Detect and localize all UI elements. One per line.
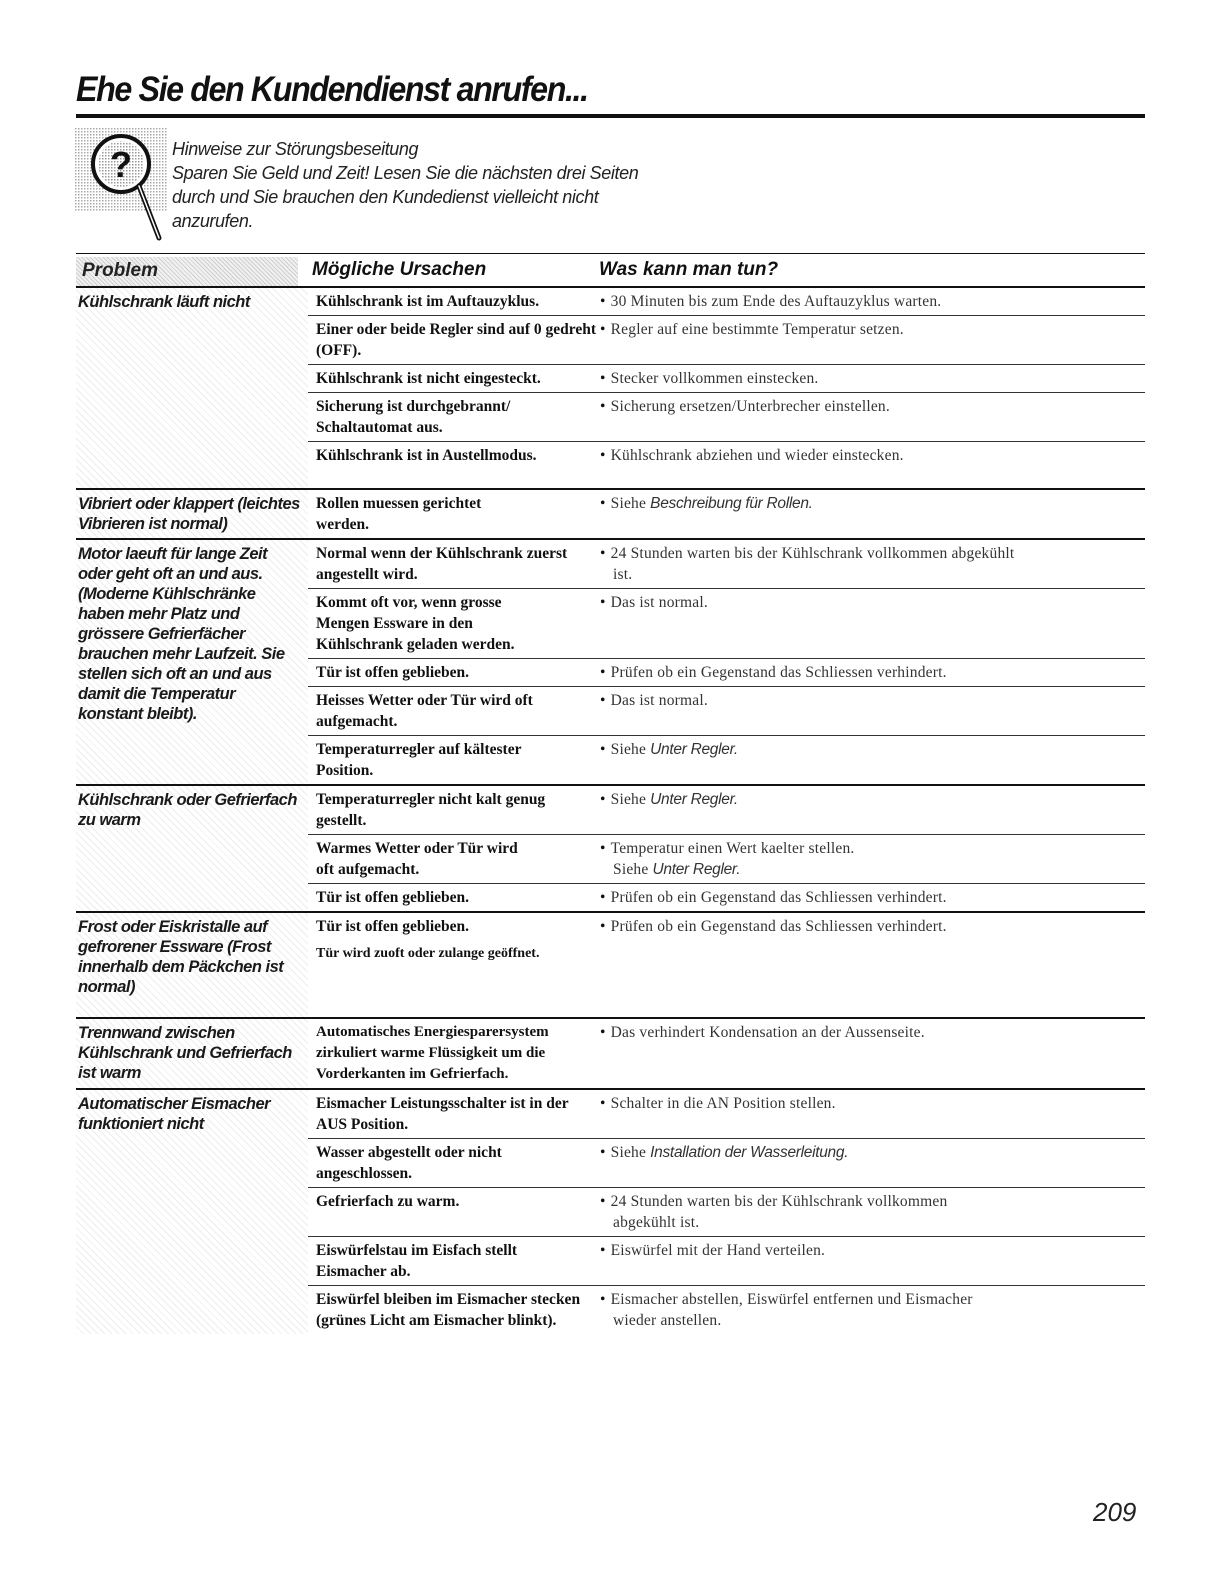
solution-text: • Stecker vollkommen einstecken. bbox=[600, 370, 819, 387]
cause-text: Kühlschrank ist in Austellmodus. bbox=[316, 447, 537, 464]
solution-text: • Prüfen ob ein Gegenstand das Schliessen verhindert. bbox=[600, 918, 947, 935]
solution-text: • Sicherung ersetzen/Unterbrecher einstellen. bbox=[600, 398, 890, 415]
problem-label: Trennwand zwischen Kühlschrank und Gefrierfach ist warm bbox=[76, 1019, 308, 1088]
cause-text: Gefrierfach zu warm. bbox=[316, 1193, 460, 1210]
cause-text: Kühlschrank ist nicht eingesteckt. bbox=[316, 370, 541, 387]
solution-text: • Siehe Installation der Wasserleitung. bbox=[600, 1144, 849, 1161]
section-trennwand bbox=[76, 1019, 1145, 1090]
solution-text: • 24 Stunden warten bis der Kühlschrank vollkommen abgekühlt ist. bbox=[600, 545, 1015, 583]
solution-text: • Schalter in die AN Position stellen. bbox=[600, 1095, 836, 1112]
table-row bbox=[308, 786, 1145, 835]
cause-text: Rollen muessen gerichtet werden. bbox=[316, 495, 482, 533]
table-header bbox=[76, 253, 1145, 288]
solution-text: • Eiswürfel mit der Hand verteilen. bbox=[600, 1242, 826, 1259]
table-row bbox=[308, 393, 1145, 442]
table-row bbox=[308, 1019, 1145, 1088]
table-row bbox=[308, 835, 1145, 884]
cause-text: Tür ist offen geblieben. bbox=[316, 664, 469, 681]
solution-text: • Das verhindert Kondensation an der Aussenseite. bbox=[600, 1024, 925, 1041]
cause-text: Tür wird zuoft oder zulange geöffnet. bbox=[316, 946, 540, 961]
cause-text: Automatisches Energiesparersystem zirkuliert warme Flüssigkeit um die Vorderkanten im Gefrierfach. bbox=[316, 1024, 549, 1082]
table-row bbox=[308, 589, 1145, 659]
cause-text: Eiswürfel bleiben im Eismacher stecken (grünes Licht am Eismacher blinkt). bbox=[316, 1291, 581, 1329]
table-row bbox=[308, 659, 1145, 687]
problem-label: Kühlschrank oder Gefrierfach zu warm bbox=[76, 786, 308, 911]
cause-text: Heisses Wetter oder Tür wird oft aufgemacht. bbox=[316, 692, 533, 730]
cause-text: Tür ist offen geblieben. bbox=[316, 889, 469, 906]
table-row bbox=[308, 442, 1145, 469]
solution-text: • 30 Minuten bis zum Ende des Auftauzyklus warten. bbox=[600, 293, 942, 310]
problem-label: Vibriert oder klappert (leichtes Vibrieren ist normal) bbox=[76, 490, 308, 538]
table-row bbox=[308, 940, 1145, 967]
table-row bbox=[308, 736, 1145, 784]
cause-text: Eismacher Leistungsschalter ist in der AUS Position. bbox=[316, 1095, 569, 1133]
table-row bbox=[308, 490, 1145, 538]
cause-text: Sicherung ist durchgebrannt/ Schaltautomat aus. bbox=[316, 398, 511, 436]
cause-text: Kühlschrank ist im Auftauzyklus. bbox=[316, 293, 540, 310]
solution-text: • Temperatur einen Wert kaelter stellen. Siehe Unter Regler. bbox=[600, 840, 855, 878]
problem-label: Automatischer Eismacher funktioniert nicht bbox=[76, 1090, 308, 1334]
cause-text: Kommt oft vor, wenn grosse Mengen Essware in den Kühlschrank geladen werden. bbox=[316, 594, 515, 653]
intro-line-3: durch und Sie brauchen den Kundedienst vielleicht nicht bbox=[172, 187, 599, 207]
table-row bbox=[308, 365, 1145, 393]
solution-text: • Prüfen ob ein Gegenstand das Schliessen verhindert. bbox=[600, 664, 947, 681]
solution-text: • Eismacher abstellen, Eiswürfel entfernen und Eismacher wieder anstellen. bbox=[600, 1291, 973, 1329]
cause-text: Normal wenn der Kühlschrank zuerst angestellt wird. bbox=[316, 545, 568, 583]
table-row bbox=[308, 913, 1145, 940]
solution-text: • Siehe Beschreibung für Rollen. bbox=[600, 495, 813, 512]
solution-text: • Das ist normal. bbox=[600, 594, 708, 611]
question-mark-magnifier-icon bbox=[75, 128, 167, 246]
table-row bbox=[308, 1139, 1145, 1188]
troubleshooting-table bbox=[76, 253, 1145, 1334]
page-number: 209 bbox=[1093, 1497, 1137, 1527]
section-frost bbox=[76, 913, 1145, 1019]
header-causes: Mögliche Ursachen bbox=[312, 259, 487, 280]
page-title: Ehe Sie den Kundendienst anrufen... bbox=[76, 70, 588, 109]
cause-text: Warmes Wetter oder Tür wird oft aufgemacht. bbox=[316, 840, 518, 878]
solution-text: • Kühlschrank abziehen und wieder einstecken. bbox=[600, 447, 904, 464]
section-eismacher bbox=[76, 1090, 1145, 1334]
section-kuehlschrank-laeuft-nicht bbox=[76, 288, 1145, 490]
solution-text bbox=[598, 940, 1145, 967]
section-motor-laeuft bbox=[76, 540, 1145, 786]
header-problem: Problem bbox=[76, 257, 298, 286]
solution-text: • Prüfen ob ein Gegenstand das Schliessen verhindert. bbox=[600, 889, 947, 906]
solution-text: • Regler auf eine bestimmte Temperatur setzen. bbox=[600, 321, 904, 338]
table-row bbox=[308, 1237, 1145, 1286]
title-rule bbox=[76, 114, 1145, 118]
table-row bbox=[308, 288, 1145, 316]
table-row bbox=[308, 687, 1145, 736]
table-row bbox=[308, 1286, 1145, 1334]
problem-label: Frost oder Eiskristalle auf gefrorener Essware (Frost innerhalb dem Päckchen ist normal) bbox=[76, 913, 308, 1017]
table-row bbox=[308, 540, 1145, 589]
cause-text: Tür ist offen geblieben. bbox=[316, 918, 469, 935]
cause-text: Temperaturregler nicht kalt genug gestellt. bbox=[316, 791, 546, 829]
intro-line-2: Sparen Sie Geld und Zeit! Lesen Sie die nächsten drei Seiten bbox=[172, 163, 639, 183]
problem-label: Kühlschrank läuft nicht bbox=[76, 288, 308, 488]
table-row bbox=[308, 316, 1145, 365]
intro-line-1: Hinweise zur Störungsbeseitung bbox=[172, 139, 419, 159]
svg-text:?: ? bbox=[110, 144, 132, 185]
table-row bbox=[308, 884, 1145, 911]
cause-text: Temperaturregler auf kältester Position. bbox=[316, 741, 522, 779]
solution-text: • Das ist normal. bbox=[600, 692, 708, 709]
intro-line-4: anzurufen. bbox=[172, 211, 254, 231]
solution-text: • Siehe Unter Regler. bbox=[600, 791, 738, 808]
problem-label: Motor laeuft für lange Zeit oder geht oft an und aus. (Moderne Kühlschränke haben mehr Platz und grössere Gefrierfächer brauchen mehr Laufzeit. Sie stellen sich oft an und aus damit die Temperatur konstant bleibt). bbox=[76, 540, 308, 784]
intro-text bbox=[172, 137, 732, 233]
cause-text: Wasser abgestellt oder nicht angeschlossen. bbox=[316, 1144, 502, 1182]
section-zu-warm bbox=[76, 786, 1145, 913]
cause-text: Eiswürfelstau im Eisfach stellt Eismacher ab. bbox=[316, 1242, 518, 1280]
cause-text: Einer oder beide Regler sind auf 0 gedreht (OFF). bbox=[316, 321, 597, 359]
table-row bbox=[308, 1188, 1145, 1237]
solution-text: • Siehe Unter Regler. bbox=[600, 741, 738, 758]
section-vibriert bbox=[76, 490, 1145, 540]
solution-text: • 24 Stunden warten bis der Kühlschrank vollkommen abgekühlt ist. bbox=[600, 1193, 948, 1231]
table-row bbox=[308, 1090, 1145, 1139]
header-solution: Was kann man tun? bbox=[599, 259, 779, 280]
